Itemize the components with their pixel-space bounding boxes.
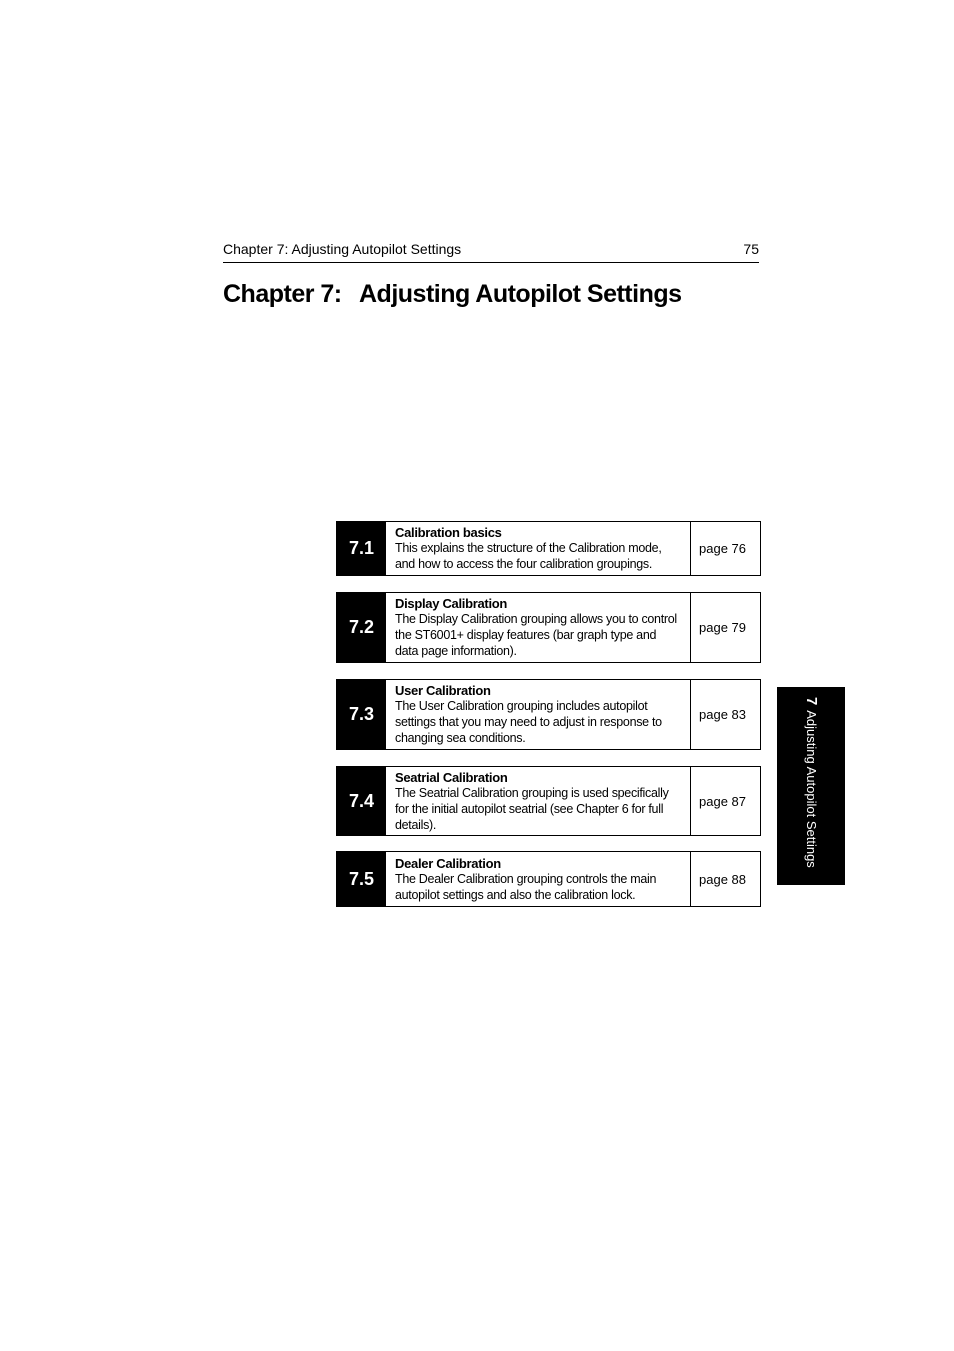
section-body bbox=[386, 680, 691, 749]
page-number: 75 bbox=[743, 241, 759, 257]
page-reference[interactable]: page 79 bbox=[699, 620, 746, 635]
section-heading: Seatrial Calibration bbox=[395, 769, 508, 785]
section-description: This explains the structure of the Calibration mode, and how to access the four calibration groupings. bbox=[395, 541, 662, 571]
section-heading: Calibration basics bbox=[395, 525, 502, 540]
toc-row-7-5[interactable] bbox=[336, 851, 761, 907]
running-header bbox=[223, 240, 759, 263]
section-description: The Dealer Calibration grouping controls the main autopilot settings and also the calibration lock. bbox=[395, 871, 657, 902]
chapter-side-tab bbox=[777, 687, 845, 885]
section-number: 7.3 bbox=[337, 680, 386, 749]
side-tab-label: Adjusting Autopilot Settings bbox=[804, 710, 819, 868]
section-description: The Seatrial Calibration grouping is used specifically for the initial autopilot seatrial (see Chapter 6 for full details). bbox=[395, 785, 669, 832]
section-heading: Display Calibration bbox=[395, 596, 508, 611]
page-reference[interactable]: page 87 bbox=[699, 793, 746, 809]
section-number: 7.1 bbox=[337, 522, 386, 575]
section-body bbox=[386, 593, 691, 662]
toc-row-7-2[interactable] bbox=[336, 592, 761, 663]
page-reference[interactable]: page 76 bbox=[699, 541, 746, 556]
section-number: 7.2 bbox=[337, 593, 386, 662]
toc-row-7-4[interactable] bbox=[336, 766, 761, 836]
toc-row-7-3[interactable] bbox=[336, 679, 761, 750]
chapter-label: Chapter 7: bbox=[223, 280, 342, 308]
section-heading: User Calibration bbox=[395, 683, 491, 698]
page-reference[interactable]: page 88 bbox=[699, 871, 746, 887]
section-description: The Display Calibration grouping allows you to control the ST6001+ display features (bar graph type and data page information). bbox=[395, 612, 677, 658]
section-heading: Dealer Calibration bbox=[395, 855, 501, 871]
section-body bbox=[386, 852, 691, 906]
side-tab-number: 7 bbox=[803, 697, 820, 706]
section-body bbox=[386, 767, 691, 835]
section-body bbox=[386, 522, 691, 575]
page-reference[interactable]: page 83 bbox=[699, 707, 746, 722]
chapter-title-text: Adjusting Autopilot Settings bbox=[359, 280, 682, 308]
running-title: Chapter 7: Adjusting Autopilot Settings bbox=[223, 241, 462, 257]
toc-row-7-1[interactable] bbox=[336, 521, 761, 576]
chapter-title bbox=[223, 280, 682, 309]
section-number: 7.4 bbox=[337, 767, 386, 835]
side-tab-text bbox=[803, 697, 819, 868]
section-number: 7.5 bbox=[337, 852, 386, 906]
section-description: The User Calibration grouping includes autopilot settings that you may need to adjust in response to changing sea conditions. bbox=[395, 699, 662, 745]
